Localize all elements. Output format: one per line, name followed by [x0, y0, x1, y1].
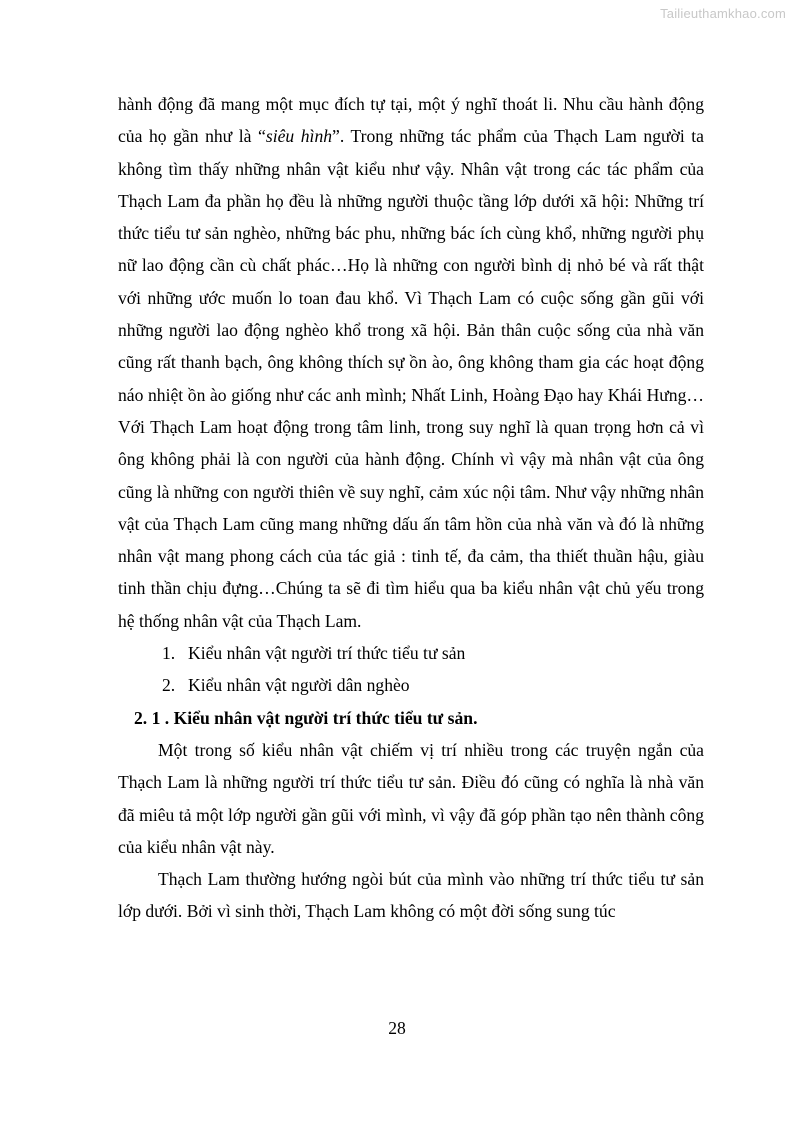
list-item-number: 1.	[162, 643, 176, 664]
list-item-text: Kiểu nhân vật người dân nghèo	[188, 675, 410, 696]
watermark: Tailieuthamkhao.com	[660, 6, 786, 21]
paragraph-2: Một trong số kiểu nhân vật chiếm vị trí nhiều trong các truyện ngắn của Thạch Lam là những người trí thức tiểu tư sản. Điều đó cũng có nghĩa là nhà văn đã miêu tả một lớp người gần gũi với mình, vì vậy đã góp phần tạo nên thành công của kiểu nhân vật này.	[118, 739, 704, 857]
list-item	[118, 637, 704, 669]
paragraph-1-text-b: ”. Trong những tác phẩm của Thạch Lam người ta không tìm thấy những nhân vật kiểu như vậy. Nhân vật trong các tác phẩm của Thạch Lam đa phần họ đều là những người thuộc tầng lớp dưới xã hội: Những trí thức tiểu tư sản nghèo, những bác phu, những bác ích cùng khổ, những người phụ nữ lao động cần cù chất phác…Họ là những con người bình dị nhỏ bé và rất thật với những ước muốn lo toan đau khổ. Vì Thạch Lam có cuộc sống gần gũi với những người lao động nghèo khổ trong xã hội. Bản thân cuộc sống của nhà văn cũng rất thanh bạch, ông không thích sự ồn ào, ông không tham gia các hoạt động náo nhiệt ồn ào giống như các anh mình; Nhất Linh, Hoàng Đạo hay Khái Hưng…Với Thạch Lam hoạt động trong tâm linh, trong suy nghĩ là quan trọng hơn cả vì ông không phải là con người của hành động. Chính vì vậy mà nhân vật của ông cũng là những con người thiên về suy nghĩ, cảm xúc nội tâm. Như vậy những nhân vật của Thạch Lam cũng mang những dấu ấn tâm hồn của nhà văn và đó là những nhân vật mang phong cách của tác giả : tinh tế, đa cảm, tha thiết thuần hậu, giàu tinh thần chịu đựng…Chúng ta sẽ đi tìm hiểu qua ba kiểu nhân vật chủ yếu trong hệ thống nhân vật của Thạch Lam.	[118, 126, 704, 631]
character-type-list	[118, 637, 704, 702]
paragraph-3: Thạch Lam thường hướng ngòi bút của mình vào những trí thức tiểu tư sản lớp dưới. Bởi vì sinh thời, Thạch Lam không có một đời sống sung túc	[118, 869, 704, 922]
document-body	[118, 88, 704, 928]
list-item-text: Kiểu nhân vật người trí thức tiểu tư sản	[188, 643, 466, 664]
section-heading: 2. 1 . Kiểu nhân vật người trí thức tiểu tư sản.	[134, 707, 478, 728]
paragraph-1-text-a: hành động đã mang một mục đích tự tại, một ý nghĩ thoát li. Nhu cầu hành động của họ gần như là “	[118, 94, 704, 147]
list-item-number: 2.	[162, 675, 176, 696]
paragraph-1	[118, 88, 704, 637]
list-item	[118, 669, 704, 701]
paragraph-1-italic: siêu hình	[265, 126, 333, 147]
page-number: 28	[388, 1018, 406, 1038]
